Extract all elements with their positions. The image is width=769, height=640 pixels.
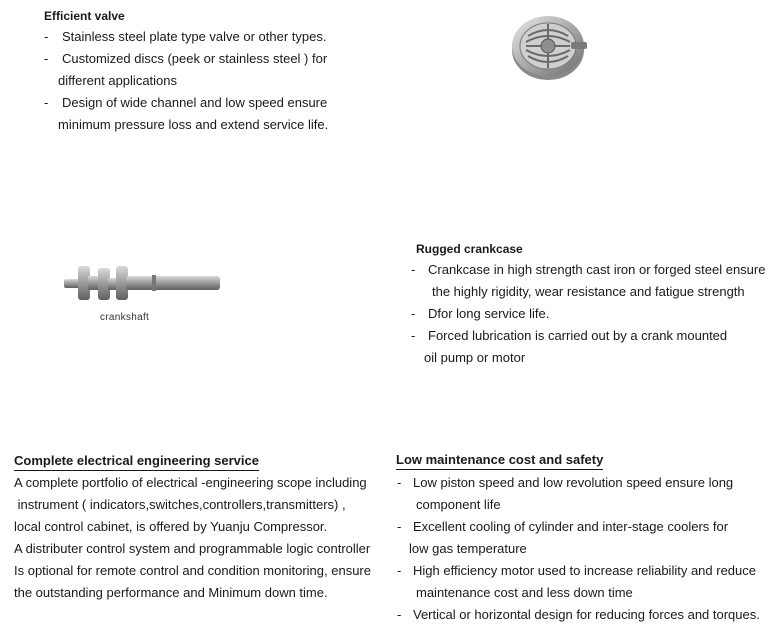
maintenance-bullet-3-line-2: maintenance cost and less down time — [416, 585, 633, 600]
electrical-line-3: local control cabinet, is offered by Yuanju Compressor. — [14, 519, 328, 534]
valve-image — [505, 10, 591, 82]
maintenance-bullet-3-line-1: High efficiency motor used to increase reliability and reduce — [413, 563, 756, 578]
bullet-dash: - — [44, 95, 49, 110]
bullet-dash: - — [397, 475, 402, 490]
valve-heading: Efficient valve — [44, 9, 125, 23]
maintenance-heading: Low maintenance cost and safety — [396, 452, 603, 470]
crankshaft-image — [64, 262, 220, 306]
crankcase-bullet-3-line-2: oil pump or motor — [424, 350, 526, 365]
valve-bullet-3-line-2: minimum pressure loss and extend service life. — [58, 117, 329, 132]
maintenance-bullet-2-line-1: Excellent cooling of cylinder and inter-stage coolers for — [413, 519, 729, 534]
crankcase-bullet-2: Dfor long service life. — [428, 306, 550, 321]
crankcase-bullet-1-line-1: Crankcase in high strength cast iron or forged steel ensure — [428, 262, 766, 277]
crankcase-bullet-1-line-2: the highly rigidity, wear resistance and fatigue strength — [432, 284, 745, 299]
bullet-dash: - — [411, 328, 416, 343]
bullet-dash: - — [397, 607, 402, 622]
bullet-dash: - — [397, 519, 402, 534]
bullet-dash: - — [411, 306, 416, 321]
crankshaft-caption: crankshaft — [100, 312, 150, 323]
crankcase-heading: Rugged crankcase — [416, 242, 523, 256]
electrical-line-2: instrument ( indicators,switches,controllers,transmitters) , — [14, 497, 346, 512]
maintenance-bullet-2-line-2: low gas temperature — [409, 541, 527, 556]
electrical-line-5: Is optional for remote control and condition monitoring, ensure — [14, 563, 371, 578]
crankcase-bullet-3-line-1: Forced lubrication is carried out by a crank mounted — [428, 328, 728, 343]
valve-bullet-3-line-1: Design of wide channel and low speed ensure — [62, 95, 328, 110]
valve-bullet-2-line-1: Customized discs (peek or stainless steel ) for — [62, 51, 328, 66]
maintenance-bullet-4: Vertical or horizontal design for reducing forces and torques. — [413, 607, 760, 622]
maintenance-bullet-1-line-2: component life — [416, 497, 501, 512]
bullet-dash: - — [411, 262, 416, 277]
maintenance-bullet-1-line-1: Low piston speed and low revolution speed ensure long — [413, 475, 734, 490]
electrical-line-1: A complete portfolio of electrical -engineering scope including — [14, 475, 367, 490]
electrical-heading: Complete electrical engineering service — [14, 453, 259, 471]
bullet-dash: - — [44, 51, 49, 66]
electrical-line-4: A distributer control system and programmable logic controller — [14, 541, 371, 556]
bullet-dash: - — [44, 29, 49, 44]
electrical-line-6: the outstanding performance and Minimum down time. — [14, 585, 328, 600]
bullet-dash: - — [397, 563, 402, 578]
valve-bullet-1: Stainless steel plate type valve or other types. — [62, 29, 327, 44]
valve-bullet-2-line-2: different applications — [58, 73, 178, 88]
